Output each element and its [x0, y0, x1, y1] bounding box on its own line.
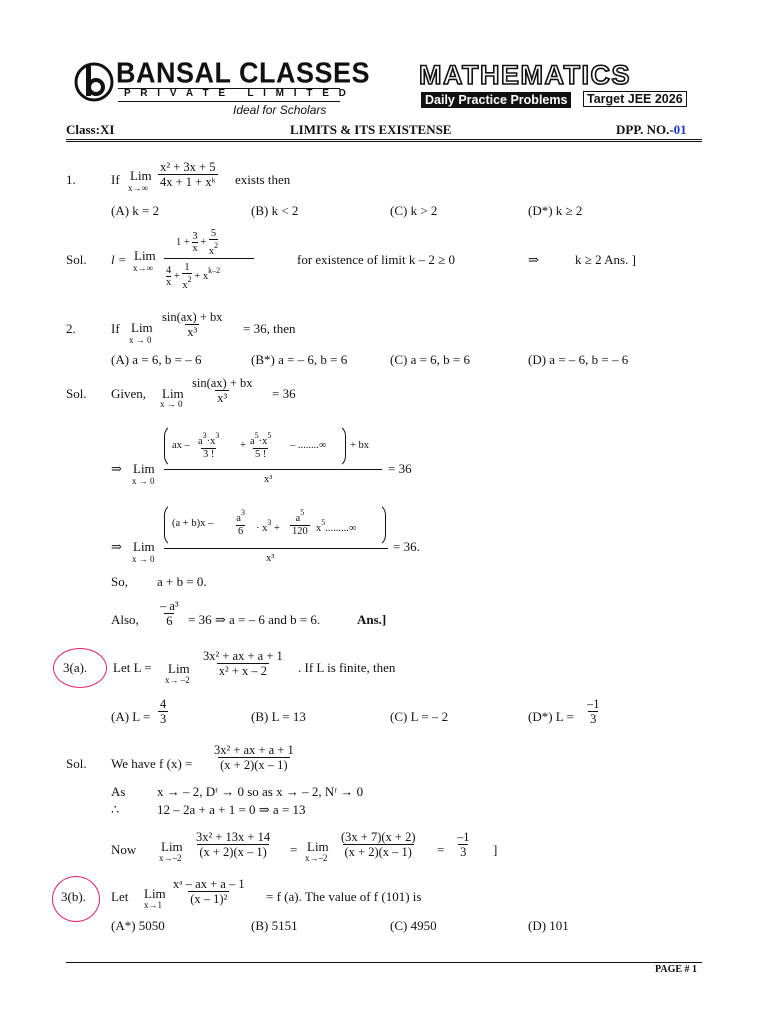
q1-fraction: [158, 160, 218, 189]
brand-private-limited: P R I V A T E L I M I T E D: [124, 88, 350, 99]
dpp-no-value: 01: [673, 122, 687, 137]
q2-option-a: (A) a = 6, b = – 6: [111, 352, 202, 367]
q2-also-label: Also,: [111, 612, 139, 627]
q1-lim: Lim: [130, 168, 152, 183]
q2-step1-series: ax –: [172, 440, 190, 451]
q3b-option-c: (C) 4950: [390, 918, 437, 933]
q3a-now-frac1-den: (x + 2)(x – 1): [199, 845, 267, 859]
q2-so-expr: a + b = 0.: [157, 574, 207, 589]
q2-so-label: So,: [111, 574, 128, 589]
q3a-now-frac3-den: 3: [460, 845, 467, 859]
q3a-we-have: We have f (x) =: [111, 756, 193, 771]
q2-step2-implies: ⇒: [111, 539, 122, 554]
page-number: PAGE # 1: [655, 964, 698, 975]
q2-step1-implies: ⇒: [111, 461, 122, 476]
q3a-now-frac3: [455, 830, 472, 859]
q3a-tail: . If L is finite, then: [298, 660, 396, 675]
q1-sol-fraction-bar: [164, 258, 254, 259]
q2-also-fraction: [158, 599, 181, 628]
topic-title: LIMITS & ITS EXISTENSE: [290, 122, 452, 137]
q2-given-numerator: sin(ax) + bx: [192, 376, 253, 390]
q3a-fraction: [201, 649, 285, 678]
q3b-fraction: [171, 877, 247, 906]
target-label: Target JEE 2026: [583, 91, 687, 107]
q2-number: 2.: [66, 321, 76, 336]
q1-answer: k ≥ 2 Ans. ]: [575, 252, 636, 267]
q2-option-c: (C) a = 6, b = 6: [390, 352, 471, 367]
q2-given-lim: Lim: [162, 386, 184, 401]
q1-implies: ⇒: [528, 252, 539, 267]
q3b-option-a: (A*) 5050: [111, 918, 165, 933]
q2-lim: Lim: [131, 320, 153, 335]
q1-sol-denominator: $\frac{4}{x}$ + $\frac{1}{x^2}$ + $x^{k-2}$: [166, 262, 221, 291]
q2-step1-den: x³: [264, 474, 273, 485]
dpp-label: Daily Practice Problems: [421, 92, 571, 108]
q1-lim-sub: x→∞: [128, 183, 148, 193]
q3a-opt-d-den: 3: [590, 712, 597, 726]
q2-step2-term2: $\frac{a^5}{120}$: [292, 508, 308, 537]
q1-numerator: x² + 3x + 5: [160, 160, 216, 174]
subject-title: MATHEMATICS: [419, 60, 631, 90]
q3a-now-lim1-sub: x→–2: [159, 853, 182, 863]
q3a-numerator: 3x² + ax + a + 1: [203, 649, 283, 663]
q2-option-d: (D) a = – 6, b = – 6: [528, 352, 629, 367]
q1-condition: for existence of limit k – 2 ≥ 0: [297, 252, 456, 267]
q3a-f-den: (x + 2)(x – 1): [220, 758, 288, 772]
q3b-let: Let: [111, 889, 129, 904]
q1-sol-label: Sol.: [66, 252, 87, 267]
brand-name: BANSAL CLASSES: [116, 57, 371, 89]
q3a-now-frac1-num: 3x² + 13x + 14: [196, 830, 271, 844]
q2-step1-lim: Lim: [133, 461, 155, 476]
q1-option-a: (A) k = 2: [111, 203, 160, 218]
q3a-now-eq2: =: [437, 842, 445, 857]
q1-option-c: (C) k > 2: [390, 203, 438, 218]
q2-given-lim-sub: x → 0: [160, 399, 183, 409]
q3a-option-d: (D*) L =: [528, 709, 574, 724]
q1-tail: exists then: [235, 172, 291, 187]
q2-sol-label: Sol.: [66, 386, 87, 401]
q2-step1-eq: = 36: [388, 461, 412, 476]
q2-step1-term1: $\frac{a^3\cdot x^3}{3 !}$: [198, 431, 220, 460]
q2-tail: = 36, then: [243, 321, 296, 336]
q2-numerator: sin(ax) + bx: [162, 310, 223, 324]
bansal-logo-icon: [74, 60, 114, 104]
q2-step1-plus: +: [240, 440, 246, 451]
q2-denominator: x³: [187, 325, 198, 339]
q3a-f-num: 3x² + ax + a + 1: [214, 743, 294, 757]
q3a-option-d-frac: [585, 697, 602, 726]
q3b-option-d: (D) 101: [528, 918, 569, 933]
q2-step2-mid: · $x^3$ +: [256, 518, 280, 534]
q3a-now-frac1: [194, 830, 272, 859]
q3a-now-frac3-num: –1: [457, 830, 470, 844]
tagline: Ideal for Scholars: [233, 103, 327, 117]
q3a-now-lim2-sub: x→–2: [305, 853, 328, 863]
class-label: Class:XI: [66, 122, 115, 137]
q3a-number: 3(a).: [63, 660, 88, 675]
q3a-opt-d-num: –1: [587, 697, 600, 711]
q3a-option-b: (B) L = 13: [251, 709, 306, 724]
q2-also-den: 6: [166, 614, 173, 628]
q1-sol-numerator: 1 + $\frac{3}{x}$ + $\frac{5}{x^2}$: [176, 228, 219, 257]
dpp-no-label: DPP. NO.-: [616, 122, 674, 137]
q1-if: If: [111, 172, 120, 187]
q3a-option-a: (A) L =: [111, 709, 151, 724]
q3b-tail: = f (a). The value of f (101) is: [266, 889, 422, 904]
q3b-option-b: (B) 5151: [251, 918, 298, 933]
q3a-as-label: As: [111, 784, 126, 799]
q3a-f-fraction: [212, 743, 296, 772]
q3b-lim-sub: x→1: [144, 900, 162, 910]
q3a-let: Let L =: [113, 660, 152, 675]
q2-given-eq: = 36: [272, 386, 296, 401]
header-divider: [66, 139, 702, 142]
q2-given-fraction: [190, 376, 255, 405]
q3b-number: 3(b).: [61, 889, 86, 904]
q2-step1-tail: – ........∞: [290, 440, 327, 451]
q2-step1-lim-sub: x → 0: [132, 476, 155, 486]
q3a-sol-label: Sol.: [66, 756, 87, 771]
q1-number: 1.: [66, 172, 76, 187]
q3a-now-close: ]: [493, 842, 498, 857]
footer-divider: [66, 962, 702, 963]
q1-sol-lim-sub: x→∞: [133, 263, 153, 273]
q3a-now-lim2: Lim: [307, 839, 329, 854]
q3a-now-frac2-den: (x + 2)(x – 1): [344, 845, 412, 859]
q3a-option-c: (C) L = – 2: [390, 709, 449, 724]
q2-option-b: (B*) a = – 6, b = 6: [251, 352, 348, 367]
q1-l-equals: l =: [111, 252, 127, 267]
q2-step1-term2: $\frac{a^5\cdot x^5}{5 !}$: [250, 431, 272, 460]
q2-lim-sub: x → 0: [129, 335, 152, 345]
q2-step1-bar: [164, 469, 382, 470]
q3a-option-a-frac: [158, 697, 168, 726]
dpp-number: [616, 122, 687, 138]
q2-also-ans: Ans.]: [357, 612, 387, 627]
q3a-now-frac2-num: (3x + 7)(x + 2): [341, 830, 416, 844]
q1-option-b: (B) k < 2: [251, 203, 299, 218]
q3a-therefore-expr: 12 – 2a + a + 1 = 0 ⇒ a = 13: [157, 802, 306, 817]
q3b-numerator: xᵃ – ax + a – 1: [173, 877, 245, 891]
q2-also-tail: = 36 ⇒ a = – 6 and b = 6.: [188, 612, 321, 627]
q3b-denominator: (x – 1)²: [190, 892, 228, 906]
q2-step2-bar: [164, 548, 388, 549]
q2-step2-lead: (a + b)x –: [172, 518, 214, 529]
q3a-lim-sub: x→ –2: [165, 675, 190, 685]
q2-step2-lim-sub: x → 0: [132, 554, 155, 564]
q3a-opt-a-num: 4: [160, 697, 167, 711]
q1-option-d: (D*) k ≥ 2: [528, 203, 583, 218]
q2-fraction: [160, 310, 225, 339]
q3a-as-expr: x → – 2, Dʳ → 0 so as x → – 2, Nʳ → 0: [157, 784, 364, 799]
q2-also-num: – a³: [160, 599, 179, 613]
q1-sol-lim: Lim: [134, 248, 156, 263]
q3a-now-eq1: =: [290, 842, 298, 857]
q2-given-denominator: x³: [217, 391, 228, 405]
q2-step2-term1: $\frac{a^3}{6}$: [236, 508, 245, 537]
q2-step2-tail: $x^5.........\infty$: [316, 518, 357, 534]
q3a-now-lim1: Lim: [161, 839, 183, 854]
q1-denominator: 4x + 1 + xᵏ: [160, 175, 216, 189]
q2-if: If: [111, 321, 120, 336]
q2-step1-bx: + bx: [350, 440, 370, 451]
q3a-now-frac2: [339, 830, 418, 859]
q3a-therefore: ∴: [111, 802, 120, 817]
q3a-lim: Lim: [168, 661, 190, 676]
q2-step2-den: x³: [266, 553, 275, 564]
q3b-lim: Lim: [144, 886, 166, 901]
q3a-denominator: x² + x – 2: [218, 664, 268, 678]
q2-step2-eq: = 36.: [393, 539, 420, 554]
q3a-opt-a-den: 3: [160, 712, 167, 726]
q2-given: Given,: [111, 386, 147, 401]
q2-step2-lim: Lim: [133, 539, 155, 554]
q3a-now: Now: [111, 842, 137, 857]
